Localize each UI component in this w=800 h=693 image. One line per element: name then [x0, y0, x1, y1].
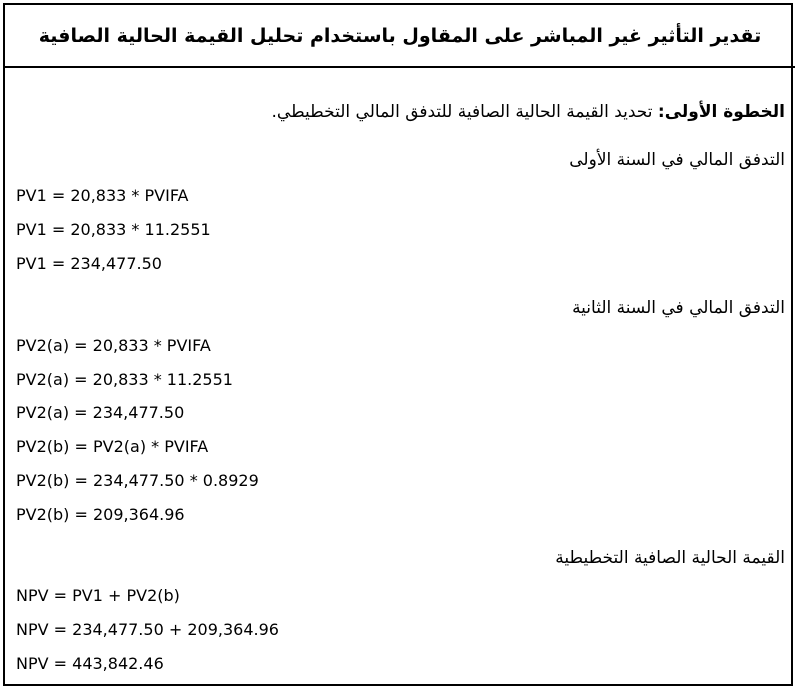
equation-line: PV2(b) = 209,364.96 [16, 505, 185, 524]
equation-line: NPV = 234,477.50 + 209,364.96 [16, 620, 279, 639]
step-one-line [272, 102, 785, 122]
step-one-label: الخطوة الأولى: [657, 102, 785, 122]
equation-line: PV2(a) = 20,833 * PVIFA [16, 336, 211, 355]
equation-line: PV2(a) = 234,477.50 [16, 403, 185, 422]
year-two-heading: التدفق المالي في السنة الثانية [572, 298, 785, 318]
step-one-text: تحديد القيمة الحالية الصافية للتدفق المالي التخطيطي. [271, 102, 653, 122]
equation-line: NPV = PV1 + PV2(b) [16, 586, 180, 605]
equation-line: PV2(b) = 234,477.50 * 0.8929 [16, 471, 259, 490]
document-title: تقدير التأثير غير المباشر على المقاول باستخدام تحليل القيمة الحالية الصافية [5, 5, 795, 68]
npv-heading: القيمة الحالية الصافية التخطيطية [555, 548, 785, 568]
year-one-heading: التدفق المالي في السنة الأولى [569, 150, 785, 170]
equation-line: PV1 = 234,477.50 [16, 254, 162, 273]
equation-line: PV1 = 20,833 * PVIFA [16, 186, 189, 205]
equation-line: PV1 = 20,833 * 11.2551 [16, 220, 211, 239]
equation-line: PV2(b) = PV2(a) * PVIFA [16, 437, 209, 456]
equation-line: NPV = 443,842.46 [16, 654, 164, 673]
equation-line: PV2(a) = 20,833 * 11.2551 [16, 370, 233, 389]
